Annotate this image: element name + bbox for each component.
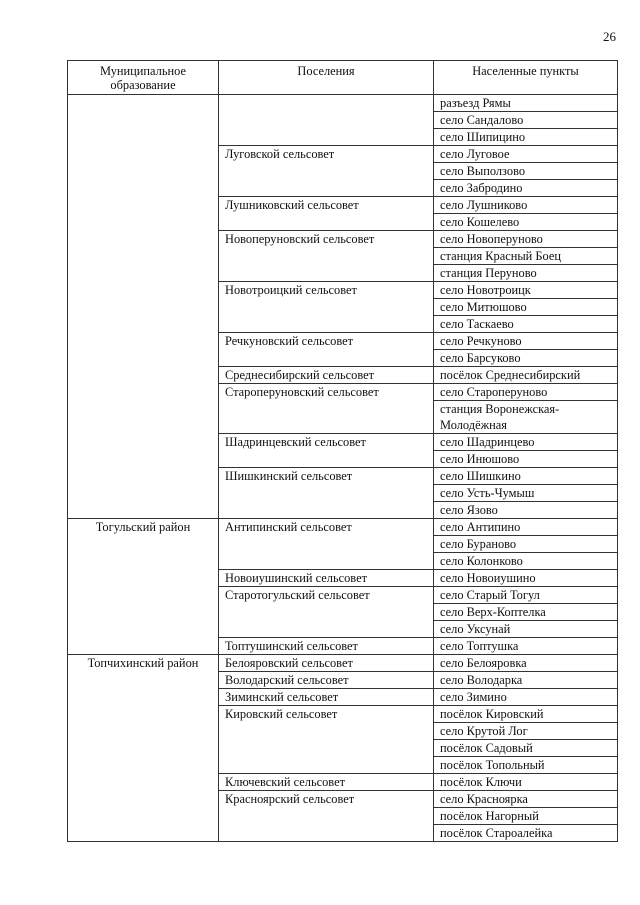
locality-cell: посёлок Топольный [434, 757, 618, 774]
locality-cell: посёлок Нагорный [434, 808, 618, 825]
page-number: 26 [603, 29, 616, 44]
settlement-cell: Новоиушинский сельсовет [219, 570, 434, 587]
settlement-cell: Антипинский сельсовет [219, 519, 434, 570]
settlement-cell: Старотогульский сельсовет [219, 587, 434, 638]
settlement-cell: Белояровский сельсовет [219, 655, 434, 672]
locality-cell: село Новотроицк [434, 282, 618, 299]
header-settlements: Поселения [219, 61, 434, 95]
settlements-table [67, 60, 618, 842]
locality-cell: село Речкуново [434, 333, 618, 350]
locality-cell: село Шадринцево [434, 434, 618, 451]
locality-cell: село Забродино [434, 180, 618, 197]
table-row [68, 95, 618, 112]
locality-cell: посёлок Садовый [434, 740, 618, 757]
locality-cell: посёлок Староалейка [434, 825, 618, 842]
locality-cell: село Верх-Коптелка [434, 604, 618, 621]
locality-cell: село Зимино [434, 689, 618, 706]
locality-cell: село Выползово [434, 163, 618, 180]
locality-cell: станция Воронежская-Молодёжная [434, 401, 618, 434]
locality-cell: село Шипицино [434, 129, 618, 146]
locality-cell: село Сандалово [434, 112, 618, 129]
settlement-cell: Шишкинский сельсовет [219, 468, 434, 519]
municipality-cell: Тогульский район [68, 519, 219, 655]
settlement-cell: Красноярский сельсовет [219, 791, 434, 842]
settlement-cell: Володарский сельсовет [219, 672, 434, 689]
settlement-cell: Староперуновский сельсовет [219, 384, 434, 434]
locality-cell: посёлок Среднесибирский [434, 367, 618, 384]
locality-cell: село Таскаево [434, 316, 618, 333]
settlement-cell: Шадринцевский сельсовет [219, 434, 434, 468]
table-header-row [68, 61, 618, 95]
locality-cell: станция Перуново [434, 265, 618, 282]
header-municipality: Муниципальное образование [68, 61, 219, 95]
locality-cell: село Белояровка [434, 655, 618, 672]
locality-cell: село Красноярка [434, 791, 618, 808]
locality-cell: село Антипино [434, 519, 618, 536]
locality-cell: село Луговое [434, 146, 618, 163]
locality-cell: село Усть-Чумыш [434, 485, 618, 502]
locality-cell: село Колонково [434, 553, 618, 570]
locality-cell: село Митюшово [434, 299, 618, 316]
settlement-cell [219, 95, 434, 146]
settlement-cell: Новотроицкий сельсовет [219, 282, 434, 333]
locality-cell: село Уксунай [434, 621, 618, 638]
settlement-cell: Кировский сельсовет [219, 706, 434, 774]
municipality-cell: Топчихинский район [68, 655, 219, 842]
table-body [68, 95, 618, 842]
locality-cell: село Топтушка [434, 638, 618, 655]
locality-cell: село Инюшово [434, 451, 618, 468]
locality-cell: село Барсуково [434, 350, 618, 367]
header-localities: Населенные пункты [434, 61, 618, 95]
locality-cell: село Новоперуново [434, 231, 618, 248]
settlement-cell: Луговской сельсовет [219, 146, 434, 197]
settlement-cell: Лушниковский сельсовет [219, 197, 434, 231]
locality-cell: село Шишкино [434, 468, 618, 485]
locality-cell: разъезд Рямы [434, 95, 618, 112]
settlement-cell: Речкуновский сельсовет [219, 333, 434, 367]
settlement-cell: Среднесибирский сельсовет [219, 367, 434, 384]
settlement-cell: Зиминский сельсовет [219, 689, 434, 706]
table-row [68, 519, 618, 536]
locality-cell: село Кошелево [434, 214, 618, 231]
locality-cell: село Володарка [434, 672, 618, 689]
municipality-cell [68, 95, 219, 519]
locality-cell: село Крутой Лог [434, 723, 618, 740]
locality-cell: посёлок Ключи [434, 774, 618, 791]
locality-cell: село Староперуново [434, 384, 618, 401]
locality-cell: станция Красный Боец [434, 248, 618, 265]
settlement-cell: Ключевский сельсовет [219, 774, 434, 791]
locality-cell: село Бураново [434, 536, 618, 553]
locality-cell: село Язово [434, 502, 618, 519]
locality-cell: село Новоиушино [434, 570, 618, 587]
locality-cell: село Лушниково [434, 197, 618, 214]
settlement-cell: Топтушинский сельсовет [219, 638, 434, 655]
settlement-cell: Новоперуновский сельсовет [219, 231, 434, 282]
locality-cell: село Старый Тогул [434, 587, 618, 604]
table-row [68, 655, 618, 672]
locality-cell: посёлок Кировский [434, 706, 618, 723]
